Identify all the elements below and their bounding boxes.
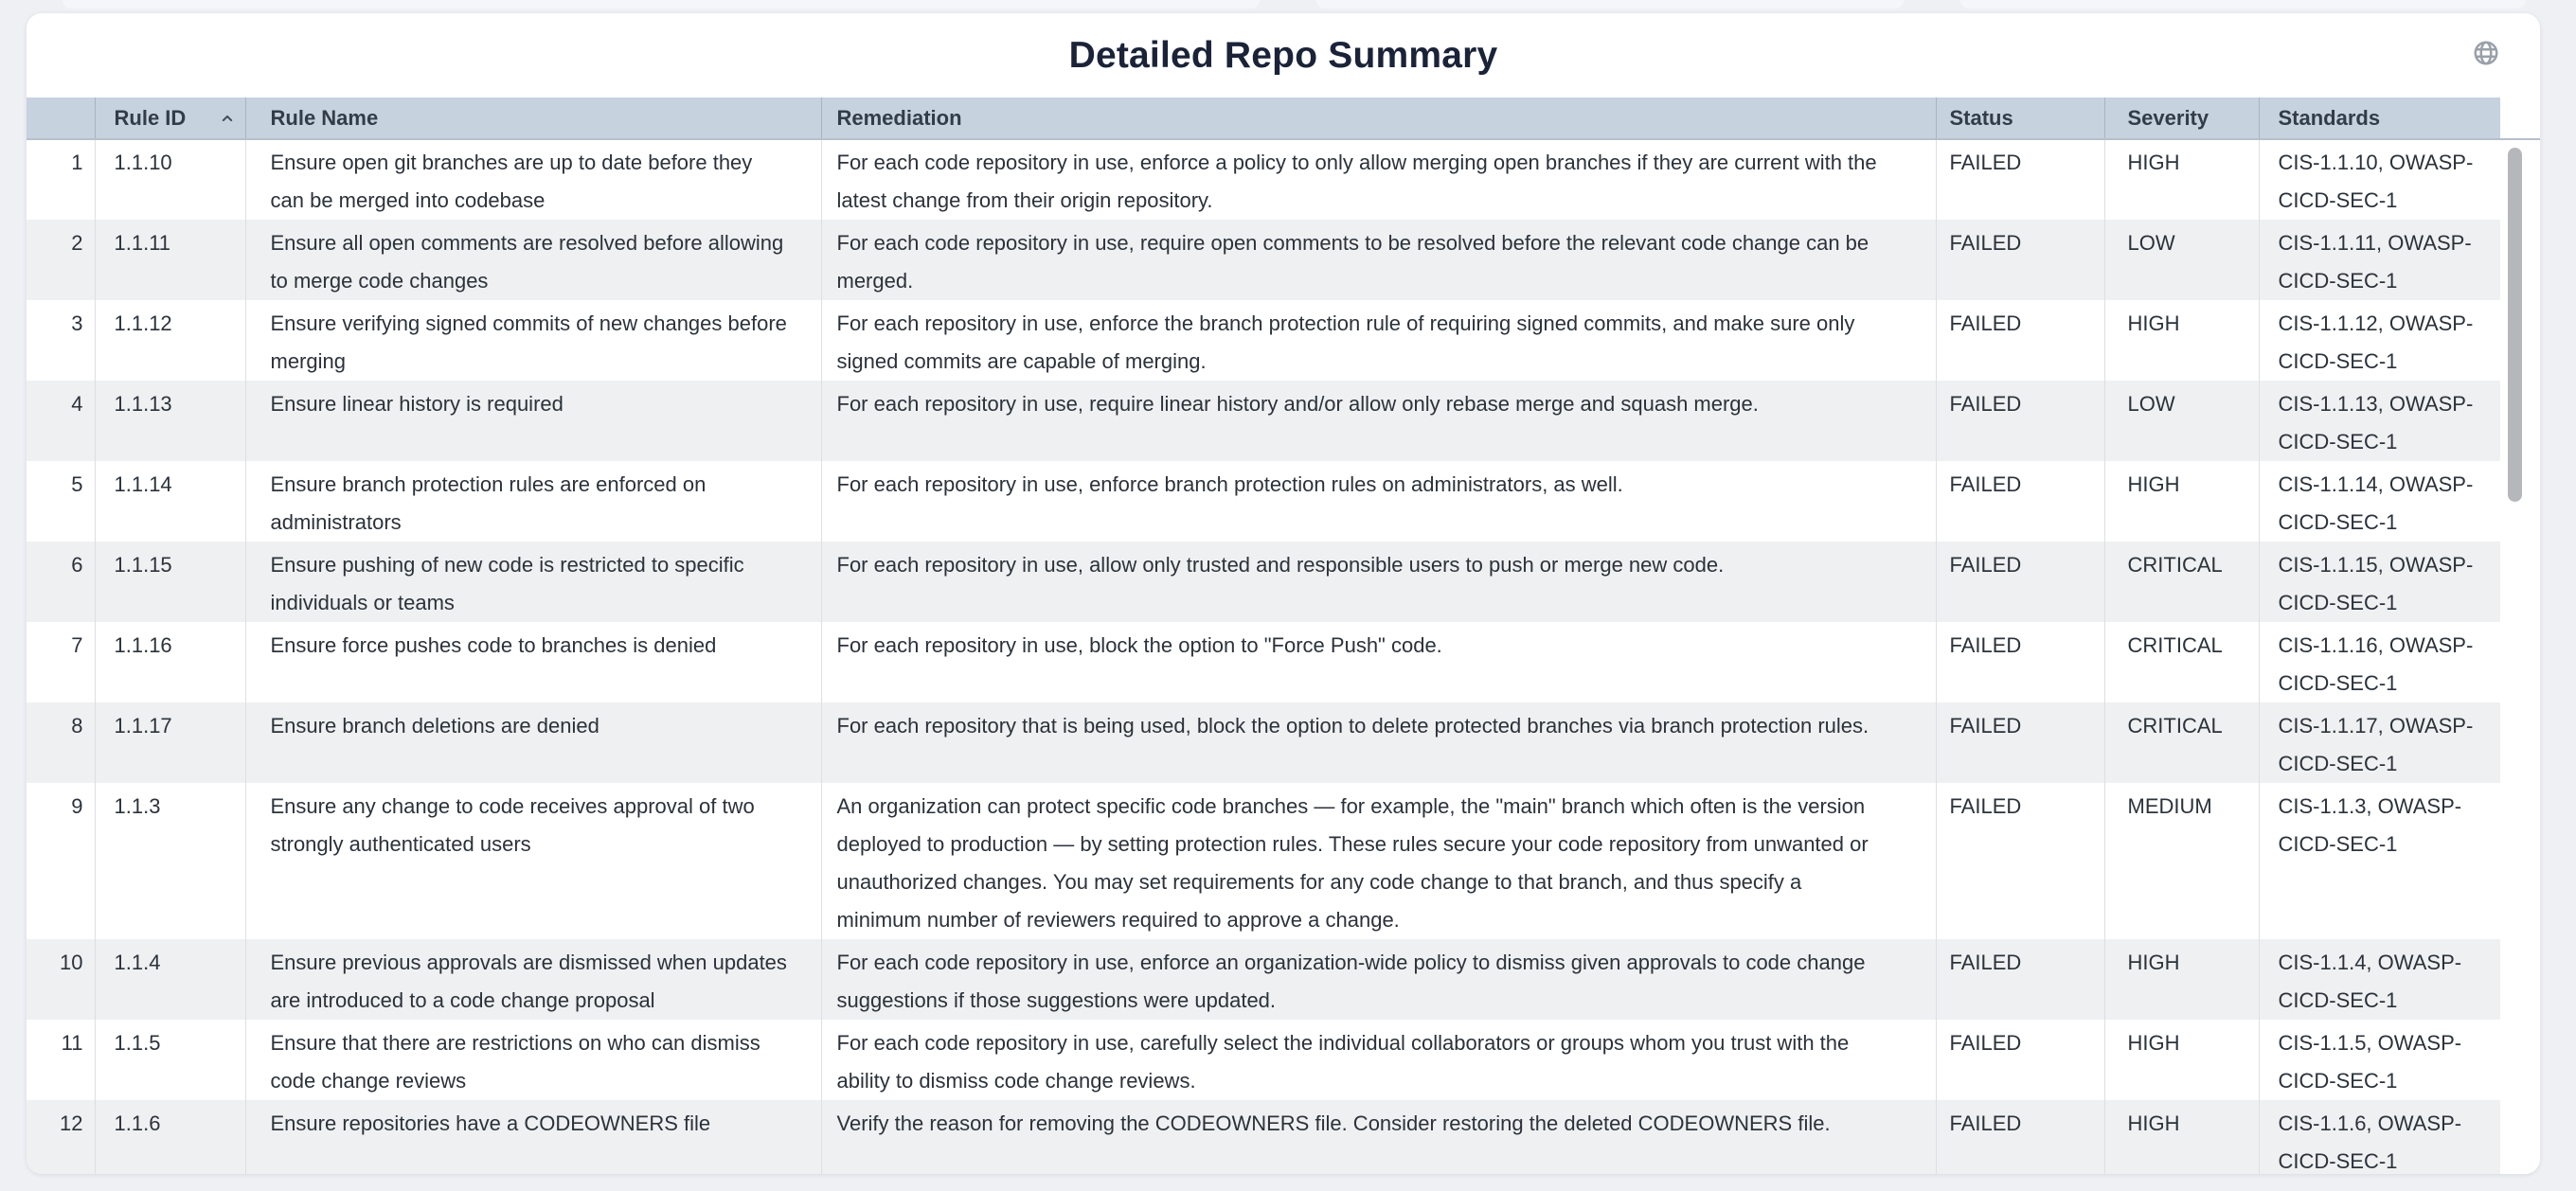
- page-title: Detailed Repo Summary: [1068, 34, 1498, 76]
- cell-severity: HIGH: [2104, 939, 2259, 1020]
- header-label-remediation: Remediation: [836, 106, 962, 130]
- cell-severity: HIGH: [2104, 461, 2259, 542]
- cell-rule-id: 1.1.14: [95, 461, 245, 542]
- cell-index: 4: [27, 381, 95, 461]
- cell-status: FAILED: [1936, 783, 2104, 939]
- header-divider: [27, 138, 2540, 140]
- cell-rule-id: 1.1.6: [95, 1100, 245, 1174]
- cell-standards: CIS-1.1.5, OWASP-CICD-SEC-1: [2259, 1020, 2500, 1100]
- cell-rule-id: 1.1.5: [95, 1020, 245, 1100]
- cell-index: 9: [27, 783, 95, 939]
- cell-remediation: For each repository in use, enforce the branch protection rule of requiring signed commits, and make sure only signed commits are capable of merging.: [821, 300, 1936, 381]
- vertical-scrollbar[interactable]: [2500, 139, 2540, 1174]
- cell-rule-name: Ensure open git branches are up to date before they can be merged into codebase: [245, 139, 821, 220]
- header-label-rule-id: Rule ID: [114, 106, 187, 130]
- cell-status: FAILED: [1936, 1100, 2104, 1174]
- header-label-rule-name: Rule Name: [270, 106, 379, 130]
- cell-standards: CIS-1.1.10, OWASP-CICD-SEC-1: [2259, 139, 2500, 220]
- cell-rule-id: 1.1.4: [95, 939, 245, 1020]
- cell-remediation: For each repository in use, require linear history and/or allow only rebase merge and squash merge.: [821, 381, 1936, 461]
- cell-remediation: For each repository that is being used, block the option to delete protected branches via branch protection rules.: [821, 702, 1936, 783]
- cell-remediation: For each code repository in use, enforce a policy to only allow merging open branches if they are current with the latest change from their origin repository.: [821, 139, 1936, 220]
- cell-rule-id: 1.1.16: [95, 622, 245, 702]
- cell-remediation: For each code repository in use, carefully select the individual collaborators or groups whom you trust with the ability to dismiss code change reviews.: [821, 1020, 1936, 1100]
- table-row[interactable]: [27, 622, 2500, 702]
- cell-rule-name: Ensure repositories have a CODEOWNERS file: [245, 1100, 821, 1174]
- header-label-standards: Standards: [2278, 106, 2381, 130]
- cell-index: 8: [27, 702, 95, 783]
- globe-icon: [2472, 39, 2500, 67]
- table-row[interactable]: [27, 139, 2500, 220]
- cell-remediation: For each repository in use, block the option to "Force Push" code.: [821, 622, 1936, 702]
- cell-rule-name: Ensure verifying signed commits of new changes before merging: [245, 300, 821, 381]
- cell-index: 5: [27, 461, 95, 542]
- cell-rule-id: 1.1.17: [95, 702, 245, 783]
- header-cell-index: [27, 98, 95, 139]
- header-cell-rule-id[interactable]: [95, 98, 245, 139]
- cell-rule-name: Ensure branch protection rules are enforced on administrators: [245, 461, 821, 542]
- cell-rule-id: 1.1.15: [95, 542, 245, 622]
- cell-status: FAILED: [1936, 300, 2104, 381]
- header-label-severity: Severity: [2127, 106, 2209, 130]
- cell-rule-id: 1.1.12: [95, 300, 245, 381]
- cell-status: FAILED: [1936, 622, 2104, 702]
- cell-status: FAILED: [1936, 381, 2104, 461]
- table-row[interactable]: [27, 461, 2500, 542]
- cell-remediation: An organization can protect specific code branches — for example, the "main" branch which often is the version deployed to production — by setting protection rules. These rules secure your code repository from unwanted or unauthorized changes. You may set requirements for any code change to that branch, and thus specify a minimum number of reviewers required to approve a change.: [821, 783, 1936, 939]
- cell-index: 6: [27, 542, 95, 622]
- cell-standards: CIS-1.1.17, OWASP-CICD-SEC-1: [2259, 702, 2500, 783]
- table-row[interactable]: [27, 381, 2500, 461]
- cell-rule-name: Ensure any change to code receives approval of two strongly authenticated users: [245, 783, 821, 939]
- cell-remediation: For each code repository in use, require open comments to be resolved before the relevant code change can be merged.: [821, 220, 1936, 300]
- cell-index: 7: [27, 622, 95, 702]
- cell-standards: CIS-1.1.11, OWASP-CICD-SEC-1: [2259, 220, 2500, 300]
- cell-severity: LOW: [2104, 220, 2259, 300]
- cell-severity: HIGH: [2104, 139, 2259, 220]
- cell-index: 3: [27, 300, 95, 381]
- cell-status: FAILED: [1936, 939, 2104, 1020]
- cutoff-card-strip-left: [63, 0, 1260, 9]
- cell-standards: CIS-1.1.13, OWASP-CICD-SEC-1: [2259, 381, 2500, 461]
- table-row[interactable]: [27, 783, 2500, 939]
- cell-rule-id: 1.1.3: [95, 783, 245, 939]
- cell-standards: CIS-1.1.4, OWASP-CICD-SEC-1: [2259, 939, 2500, 1020]
- cell-severity: HIGH: [2104, 1020, 2259, 1100]
- cell-severity: HIGH: [2104, 1100, 2259, 1174]
- cell-severity: CRITICAL: [2104, 622, 2259, 702]
- header-cell-standards[interactable]: [2259, 98, 2500, 139]
- cell-severity: LOW: [2104, 381, 2259, 461]
- table-row[interactable]: [27, 1020, 2500, 1100]
- cell-index: 1: [27, 139, 95, 220]
- table-row[interactable]: [27, 542, 2500, 622]
- cell-standards: CIS-1.1.16, OWASP-CICD-SEC-1: [2259, 622, 2500, 702]
- cell-index: 11: [27, 1020, 95, 1100]
- cell-severity: CRITICAL: [2104, 542, 2259, 622]
- cell-rule-id: 1.1.11: [95, 220, 245, 300]
- cell-rule-id: 1.1.13: [95, 381, 245, 461]
- table-row[interactable]: [27, 220, 2500, 300]
- cell-remediation: For each code repository in use, enforce an organization-wide policy to dismiss given approvals to code change suggestions if those suggestions were updated.: [821, 939, 1936, 1020]
- header-label-status: Status: [1949, 106, 2013, 130]
- cell-rule-name: Ensure that there are restrictions on who can dismiss code change reviews: [245, 1020, 821, 1100]
- cell-index: 12: [27, 1100, 95, 1174]
- cell-rule-name: Ensure all open comments are resolved before allowing to merge code changes: [245, 220, 821, 300]
- cell-standards: CIS-1.1.6, OWASP-CICD-SEC-1: [2259, 1100, 2500, 1174]
- cell-index: 2: [27, 220, 95, 300]
- cell-remediation: Verify the reason for removing the CODEOWNERS file. Consider restoring the deleted CODEOWNERS file.: [821, 1100, 1936, 1174]
- header-cell-severity[interactable]: [2104, 98, 2259, 139]
- cutoff-card-strip-right: [1960, 0, 2526, 9]
- repo-summary-table: [27, 98, 2501, 1174]
- header-cell-status[interactable]: [1936, 98, 2104, 139]
- header-cell-remediation[interactable]: [821, 98, 1936, 139]
- table-row[interactable]: [27, 300, 2500, 381]
- cell-standards: CIS-1.1.12, OWASP-CICD-SEC-1: [2259, 300, 2500, 381]
- cell-rule-id: 1.1.10: [95, 139, 245, 220]
- table-row[interactable]: [27, 702, 2500, 783]
- scrollbar-thumb[interactable]: [2508, 148, 2522, 502]
- cell-status: FAILED: [1936, 1020, 2104, 1100]
- cell-rule-name: Ensure linear history is required: [245, 381, 821, 461]
- cell-severity: HIGH: [2104, 300, 2259, 381]
- table-row[interactable]: [27, 1100, 2500, 1174]
- cell-standards: CIS-1.1.14, OWASP-CICD-SEC-1: [2259, 461, 2500, 542]
- cutoff-card-strip-middle: [1316, 0, 1904, 9]
- cell-severity: CRITICAL: [2104, 702, 2259, 783]
- cell-standards: CIS-1.1.15, OWASP-CICD-SEC-1: [2259, 542, 2500, 622]
- cell-status: FAILED: [1936, 702, 2104, 783]
- cell-remediation: For each repository in use, enforce branch protection rules on administrators, as well.: [821, 461, 1936, 542]
- cell-status: FAILED: [1936, 461, 2104, 542]
- detailed-repo-summary-card: [27, 13, 2540, 1174]
- cell-status: FAILED: [1936, 139, 2104, 220]
- table-row[interactable]: [27, 939, 2500, 1020]
- cell-rule-name: Ensure force pushes code to branches is denied: [245, 622, 821, 702]
- cell-rule-name: Ensure previous approvals are dismissed when updates are introduced to a code change proposal: [245, 939, 821, 1020]
- cell-status: FAILED: [1936, 542, 2104, 622]
- cell-severity: MEDIUM: [2104, 783, 2259, 939]
- cell-rule-name: Ensure pushing of new code is restricted to specific individuals or teams: [245, 542, 821, 622]
- cell-rule-name: Ensure branch deletions are denied: [245, 702, 821, 783]
- table-header-row: [27, 98, 2500, 139]
- sort-ascending-icon: [218, 109, 237, 128]
- cell-standards: CIS-1.1.3, OWASP-CICD-SEC-1: [2259, 783, 2500, 939]
- globe-button[interactable]: [2470, 37, 2502, 69]
- card-header: [27, 13, 2540, 98]
- cell-index: 10: [27, 939, 95, 1020]
- header-cell-rule-name[interactable]: [245, 98, 821, 139]
- cell-remediation: For each repository in use, allow only trusted and responsible users to push or merge new code.: [821, 542, 1936, 622]
- cell-status: FAILED: [1936, 220, 2104, 300]
